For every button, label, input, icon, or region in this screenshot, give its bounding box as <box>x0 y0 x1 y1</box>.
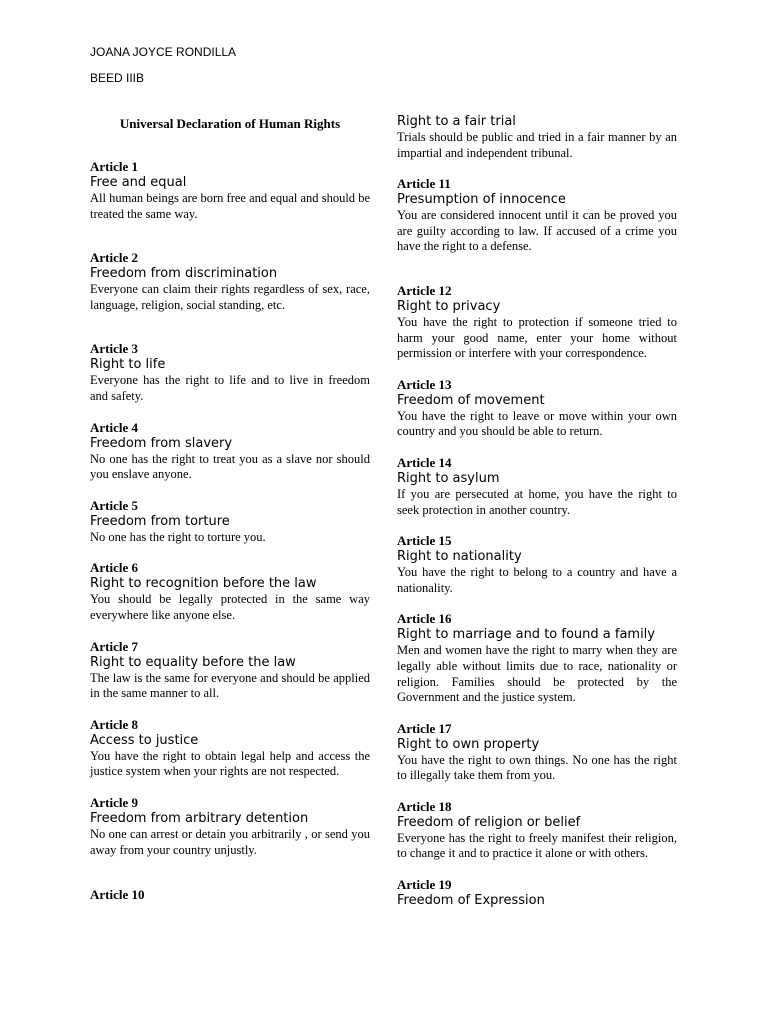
article-number: Article 7 <box>90 638 139 654</box>
article-heading: Freedom of religion or belief <box>397 814 581 830</box>
article-heading: Right to own property <box>397 736 540 752</box>
article-number: Article 9 <box>90 794 139 810</box>
article-text: No one has the right to torture you. <box>90 529 266 544</box>
article-heading: Right to nationality <box>397 549 522 565</box>
article-text: You have the right to own things. No one has the right to illegally take them from you. <box>397 752 677 783</box>
article-text: All human beings are born free and equal and should be treated the same way. <box>90 191 370 221</box>
article-item <box>397 799 677 862</box>
article-item <box>90 159 370 222</box>
article-heading: Free and equal <box>90 175 187 190</box>
article-heading: Freedom from slavery <box>90 435 233 451</box>
article-item <box>397 176 677 255</box>
article-text: If you are persecuted at home, you have the right to seek protection in another country. <box>397 486 677 517</box>
article-heading: Right to life <box>90 357 166 373</box>
article-item <box>90 717 370 780</box>
article-heading: Right to asylum <box>397 470 500 486</box>
article-number: Article 1 <box>90 159 139 174</box>
article-text: Trials should be public and tried in a fair manner by an impartial and independent tribunal. <box>397 130 677 160</box>
article-heading: Presumption of innocence <box>397 192 566 208</box>
article-item <box>397 455 677 518</box>
article-number: Article 2 <box>90 250 139 266</box>
article-text: You should be legally protected in the same way everywhere like anyone else. <box>90 592 370 622</box>
article-text: Everyone has the right to freely manifest their religion, to change it and to practice it alone or with others. <box>397 830 677 861</box>
article-item <box>397 114 677 161</box>
article-item <box>90 420 370 483</box>
article-heading: Right to marriage and to found a family <box>397 627 655 643</box>
article-text: No one can arrest or detain you arbitrarily , or send you away from your country unjustly. <box>90 826 370 857</box>
article-number: Article 18 <box>397 798 452 814</box>
article-number: Article 11 <box>397 176 451 192</box>
article-heading: Freedom from discrimination <box>90 266 278 282</box>
article-number: Article 10 <box>90 887 145 903</box>
article-item <box>90 887 370 903</box>
article-number: Article 14 <box>397 454 452 470</box>
article-number: Article 16 <box>397 611 452 627</box>
article-number: Article 13 <box>397 376 452 392</box>
article-number: Article 8 <box>90 716 139 732</box>
article-item <box>397 611 677 705</box>
article-number: Article 17 <box>397 720 452 736</box>
article-text: Everyone has the right to life and to live in freedom and safety. <box>90 373 370 403</box>
article-text: You have the right to obtain legal help and access the justice system when your rights are not respected. <box>90 748 370 779</box>
article-number: Article 12 <box>397 282 452 298</box>
article-item <box>90 639 370 702</box>
article-text: You have the right to protection if someone tried to harm your good name, enter your home without permission or interfere with your correspondence. <box>397 314 677 361</box>
article-heading: Right to equality before the law <box>90 654 296 670</box>
article-item <box>397 533 677 596</box>
article-heading: Freedom from torture <box>90 513 230 529</box>
article-heading: Right to recognition before the law <box>90 576 317 592</box>
document-title: Universal Declaration of Human Rights <box>119 116 341 131</box>
article-text: The law is the same for everyone and should be applied in the same manner to all. <box>90 670 370 701</box>
article-text: Everyone can claim their rights regardless of sex, race, language, religion, social standing, etc. <box>90 282 370 312</box>
article-number: Article 6 <box>90 560 139 576</box>
article-heading: Freedom from arbitrary detention <box>90 810 309 826</box>
article-heading: Access to justice <box>90 732 199 748</box>
article-item <box>397 283 677 362</box>
article-number: Article 4 <box>90 419 139 435</box>
article-number: Article 5 <box>90 497 139 513</box>
article-number: Article 15 <box>397 533 452 549</box>
course-label: BEED IIIB <box>90 71 145 85</box>
article-text: You have the right to belong to a country and have a nationality. <box>397 565 677 595</box>
article-item <box>90 795 370 858</box>
article-heading: Freedom of movement <box>397 392 545 408</box>
article-item <box>90 250 370 313</box>
article-item <box>90 560 370 623</box>
article-number: Article 3 <box>90 341 139 357</box>
article-heading: Right to privacy <box>397 298 501 314</box>
article-text: You are considered innocent until it can be proved you are guilty according to law. If accused of a crime you have the right to a defense. <box>397 208 677 254</box>
article-number: Article 19 <box>397 877 452 893</box>
article-item <box>90 341 370 404</box>
article-text: No one has the right to treat you as a slave nor should you enslave anyone. <box>90 451 370 482</box>
article-heading: Right to a fair trial <box>397 114 516 129</box>
author-name: JOANA JOYCE RONDILLA <box>90 45 237 59</box>
left-column <box>90 159 370 903</box>
article-heading: Freedom of Expression <box>397 893 545 909</box>
article-text: You have the right to leave or move within your own country and you should be able to return. <box>397 408 677 439</box>
article-text: Men and women have the right to marry when they are legally able without limits due to race, nationality or religion. Families should be protected by the Government and the justice system. <box>397 643 677 705</box>
article-item <box>397 721 677 784</box>
article-item <box>397 377 677 440</box>
article-item <box>90 498 370 546</box>
right-column <box>397 114 677 909</box>
article-item <box>397 877 677 909</box>
